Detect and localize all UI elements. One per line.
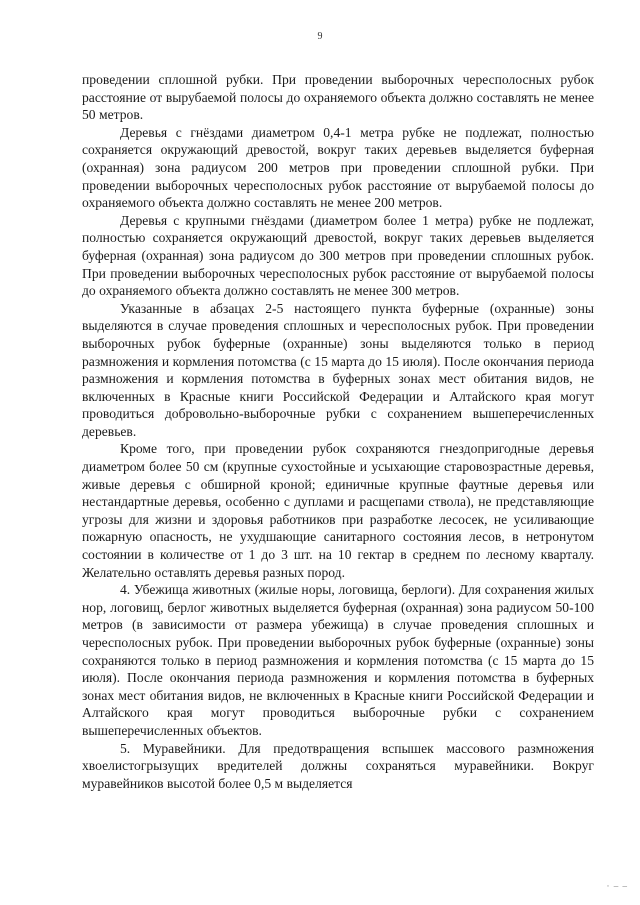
paragraph-continuation: проведении сплошной рубки. При проведении выборочных чересполосных рубок расстояние от вырубаемой полосы до охраняемого объекта должно составлять не менее 50 метров.	[82, 72, 594, 123]
page-number: 9	[317, 31, 323, 42]
paragraph-nesting-trees: Кроме того, при проведении рубок сохраняются гнездопригодные деревья диаметром более 50 см (крупные сухостойные и усыхающие старовозрастные деревья, живые деревья с обширной кроной; единичные крупные фаутные деревья или нестандартные деревья, особенно с дуплами и расщепами ствола), не представляющие угрозы для жизни и здоровья работников при разработке лесосек, не усиливающие пожарную опасность, не ухудшающие санитарного состояния лесов, в нетронутом состоянии в количестве от 1 до 3 шт. на 10 гектар в среднем по лесному кварталу. Желательно оставлять деревья разных пород.	[82, 441, 594, 580]
paragraph-nests-large: Деревья с крупными гнёздами (диаметром более 1 метра) рубке не подлежат, полностью сохраняется окружающий древостой, вокруг таких деревьев выделяется буферная (охранная) зона радиусом до 300 метров при проведении сплошных рубок. При проведении выборочных чересполосных рубок расстояние от вырубаемой полосы до охраняемого объекта должно составлять не менее 300 метров.	[82, 212, 594, 299]
document-body	[82, 71, 594, 792]
paragraph-animal-shelters: 4. Убежища животных (жилые норы, логовища, берлоги). Для сохранения жилых нор, логовищ, берлог животных выделяется буферная (охранная) зона радиусом 50-100 метров (в зависимости от размера убежища) в случае проведения сплошных и чересполосных рубок. При проведении выборочных рубок буферные (охранные) зоны сохраняются только в период размножения и кормления потомства (с 15 марта до 15 июля). После окончания периода размножения и кормления потомства в буферных зонах мест обитания видов, не включенных в Красные книги Российской Федерации и Алтайского края могут проводиться выборочные рубки с сохранением вышеперечисленных объектов.	[82, 582, 594, 738]
footer-mark: · – –	[606, 881, 628, 891]
paragraph-nests-small: Деревья с гнёздами диаметром 0,4-1 метра рубке не подлежат, полностью сохраняется окружающий древостой, вокруг таких деревьев выделяется буферная (охранная) зона радиусом 200 метров при проведении сплошной рубки. При проведении выборочных чересполосных рубок расстояние от вырубаемой полосы до охраняемого объекта должно составлять не менее 200 метров.	[82, 124, 594, 211]
paragraph-buffer-zones: Указанные в абзацах 2-5 настоящего пункта буферные (охранные) зоны выделяются в случае проведения сплошных и чересполосных рубок. При проведении выборочных рубок буферные (охранные) зоны выделяются только в период размножения и кормления потомства (с 15 марта до 15 июля). После окончания периода размножения и кормления потомства в буферных зонах мест обитания видов, не включенных в Красные книги Российской Федерации и Алтайского края могут проводиться добровольно-выборочные рубки с сохранением вышеперечисленных деревьев.	[82, 300, 594, 439]
paragraph-anthills: 5. Муравейники. Для предотвращения вспышек массового размножения хвоелистогрызущих вредителей должны сохраняться муравейники. Вокруг муравейников высотой более 0,5 м выделяется	[82, 740, 594, 791]
